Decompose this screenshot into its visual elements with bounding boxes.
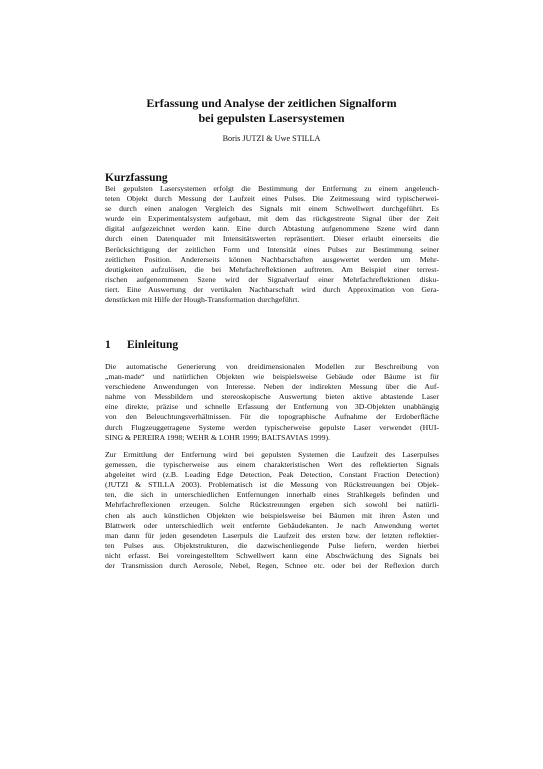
title-line-1: Erfassung und Analyse der zeitlichen Signalform [146,96,397,110]
abstract-line: wurde ein Experimentalsystem aufgebaut, mit dem das rückgestreute Signal über der Zeit [105,214,439,224]
intro-p1-line: verschiedene Anwendungen von Interesse. Neben der indirekten Messung über die Auf- [105,382,439,392]
abstract-line: Berücksichtigung der zeitlichen Form und Intensität eines Pulses zur Bestimmung seiner [105,244,439,254]
intro-paragraph-2 [105,450,439,571]
intro-p2-line: ten, die sich in unterschiedlichen Entfernungen innerhalb eines Strahlkegels befinden und [105,490,439,500]
abstract-body [105,184,439,305]
intro-p2-line: chen als auch künstlichen Objekten wie beispielsweise bei Bäumen mit ihren Ästen und [105,510,439,520]
abstract-heading: Kurzfassung [105,172,168,184]
title-line-2: bei gepulsten Lasersystemen [198,111,345,125]
abstract-line: denstücken mit Hilfe der Hough-Transformation durchgeführt. [105,295,300,305]
intro-p2-line: man dann für jeden gesendeten Laserpuls die Laufzeit des ersten bzw. der letzten reflektier- [105,530,439,540]
section-1-heading [105,338,178,352]
paper-title [60,96,483,126]
intro-p2-line: nicht erfasst. Bei voreingestelltem Schwellwert kann eine Abschwächung des Signals bei [105,550,439,560]
abstract-line: tiert. Eine Auswertung der vertikalen Nachbarschaft wird durch Approximation von Gera- [105,284,439,294]
intro-p1-line: Die automatische Generierung von dreidimensionalen Modellen zur Beschreibung von [105,362,439,371]
abstract-line: deutigkeiten aufzulösen, die bei Mehrfachreflektionen auftreten. Am Beispiel einer terrest- [105,264,439,274]
intro-p2-line: Zur Ermittlung der Entfernung wird bei gepulsten Systemen die Laufzeit des Laserpulses [105,450,439,459]
abstract-line: Bei gepulsten Lasersystemen erfolgt die Bestimmung der Entfernung zu einem angeleuch- [105,184,439,193]
intro-p2-line: gemessen, die typischerweise aus einem charakteristischen Wert des reflektierten Signals [105,460,439,470]
intro-p1-line: „man-made“ und natürlichen Objekten wie beispielsweise Gebäude oder Bäume ist für [105,372,439,382]
intro-paragraph-1 [105,362,439,443]
abstract-line: zeitlichen Position. Andererseits können Nachbarschaften ausgewertet werden um Mehr- [105,254,439,264]
abstract-line: rischen aufgenommenen Szene wird der Signalverlauf einer Mehrfachreflektionen disku- [105,274,439,284]
author-line: Boris JUTZI & Uwe STILLA [222,134,321,143]
abstract-line: durch einen Datenquader mit Intensitätswerten repräsentiert. Dieser erlaubt einerseits die [105,234,439,244]
abstract-line: se durch einen analogen Vergleich des Signals mit einem Schwellwert durchgeführt. Es [105,204,439,214]
intro-p1-line: SING & PEREIRA 1998; WEHR & LOHR 1999; BALTSAVIAS 1999). [105,432,331,442]
abstract-line: digital aufgezeichnet werden kann. Eine durch Abtastung aufgenommene Szene wird dann [105,224,439,234]
intro-p1-line: durch Flugzeuggetragene Systeme werden typischerweise gepulste Laser verwendet (HUI- [105,422,439,432]
intro-p1-line: von den Beleuchtungsverhältnissen. Für die topographische Aufnahme der Erdoberfläche [105,412,439,422]
section-number: 1 [105,339,111,351]
intro-p1-line: eine direkte, präzise und schnelle Erfassung der Entfernung von 3D-Objekten unabhängig [105,402,439,412]
intro-p2-line: Blattwerk oder unterschiedlich weit entfernte Gebäudekanten. Je nach Anwendung wertet [105,520,439,530]
intro-p2-line: abgeleitet wird (z.B. Leading Edge Detection, Peak Detection, Constant Fraction Detection) [105,470,439,480]
intro-p2-line: Mehrfachreflexionen erzeugen. Solche Rückstreuungen ergeben sich sowohl bei natürli- [105,500,439,510]
intro-p1-line: nahme von Messbildern und stereoskopische Auswertung bieten aktive abtastende Laser [105,392,439,402]
intro-p2-line: der Transmission durch Aerosole, Nebel, Regen, Schnee etc. oder bei der Reflexion durch [105,561,439,571]
abstract-line: teten Objekt durch Messung der Laufzeit eines Pulses. Die Zeitmessung wird typischerwei- [105,194,439,204]
intro-p2-line: (JUTZI & STILLA 2003). Problematisch ist die Messung von Rückstreuungen bei Objek- [105,480,439,490]
intro-p2-line: ten Pulses aus. Objektstrukturen, die dazwischenliegende Pulse liefern, werden hierbei [105,540,439,550]
section-title: Einleitung [127,339,179,351]
